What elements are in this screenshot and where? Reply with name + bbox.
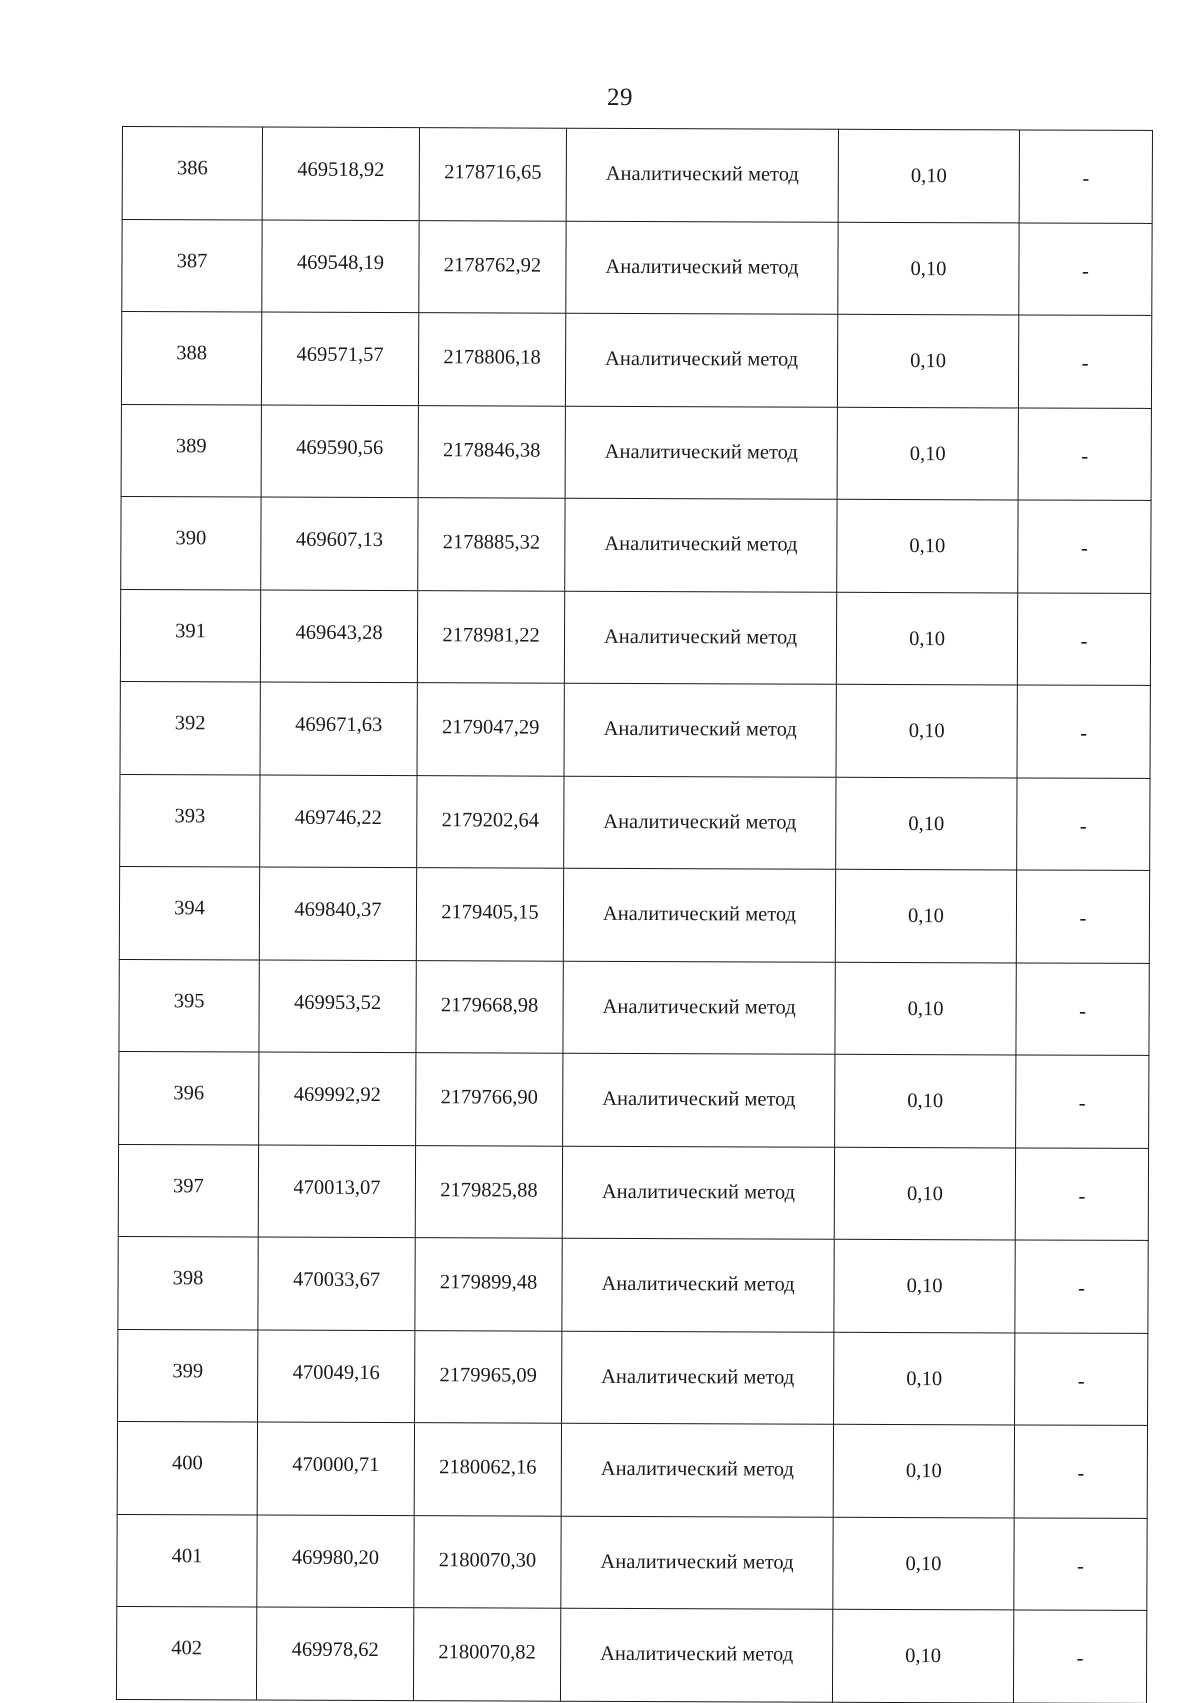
accuracy-cell: 0,10 <box>834 1239 1015 1332</box>
x-coordinate-cell: 469992,92 <box>259 1052 416 1145</box>
y-coordinate-cell: 2178846,38 <box>418 405 565 498</box>
accuracy-cell: 0,10 <box>833 1517 1014 1610</box>
accuracy-cell: 0,10 <box>837 499 1018 592</box>
table-row <box>116 1606 1146 1702</box>
x-coordinate-cell: 469607,13 <box>261 497 418 590</box>
method-cell: Аналитический метод <box>564 591 836 685</box>
point-number-cell: 387 <box>122 219 262 312</box>
method-cell: Аналитический метод <box>566 128 838 222</box>
description-cell: - <box>1013 1610 1146 1703</box>
x-coordinate-cell: 470033,67 <box>258 1237 415 1330</box>
method-cell: Аналитический метод <box>564 776 836 870</box>
table-row <box>118 1329 1148 1425</box>
point-number-cell: 401 <box>117 1514 257 1607</box>
description-cell: - <box>1014 1517 1147 1610</box>
x-coordinate-cell: 470049,16 <box>258 1330 415 1423</box>
table-row <box>117 1514 1147 1610</box>
method-cell: Аналитический метод <box>564 683 836 777</box>
method-cell: Аналитический метод <box>561 1423 833 1517</box>
coordinates-table-body <box>116 127 1152 1703</box>
table-row <box>121 404 1151 500</box>
x-coordinate-cell: 470013,07 <box>258 1145 415 1238</box>
x-coordinate-cell: 469571,57 <box>261 312 418 405</box>
table-row <box>120 681 1150 777</box>
description-cell: - <box>1019 222 1152 315</box>
accuracy-cell: 0,10 <box>838 222 1019 315</box>
table-row <box>122 127 1152 223</box>
point-number-cell: 397 <box>118 1144 258 1237</box>
description-cell: - <box>1017 685 1150 778</box>
method-cell: Аналитический метод <box>563 961 835 1055</box>
accuracy-cell: 0,10 <box>835 962 1016 1055</box>
table-row <box>121 496 1151 592</box>
point-number-cell: 386 <box>122 127 262 220</box>
table-row <box>119 1051 1149 1147</box>
accuracy-cell: 0,10 <box>835 1054 1016 1147</box>
x-coordinate-cell: 469980,20 <box>257 1515 414 1608</box>
y-coordinate-cell: 2179047,29 <box>417 683 564 776</box>
point-number-cell: 398 <box>118 1236 258 1329</box>
y-coordinate-cell: 2179202,64 <box>417 775 564 868</box>
y-coordinate-cell: 2179965,09 <box>415 1330 562 1423</box>
table-row <box>117 1421 1147 1517</box>
method-cell: Аналитический метод <box>565 313 837 407</box>
point-number-cell: 396 <box>119 1051 259 1144</box>
description-cell: - <box>1017 777 1150 870</box>
x-coordinate-cell: 469978,62 <box>256 1607 413 1700</box>
y-coordinate-cell: 2178762,92 <box>419 220 566 313</box>
accuracy-cell: 0,10 <box>838 129 1019 222</box>
x-coordinate-cell: 469671,63 <box>260 682 417 775</box>
description-cell: - <box>1014 1425 1147 1518</box>
point-number-cell: 393 <box>120 774 260 867</box>
table-row <box>119 866 1149 962</box>
table-row <box>119 959 1149 1055</box>
accuracy-cell: 0,10 <box>837 314 1018 407</box>
x-coordinate-cell: 469953,52 <box>259 960 416 1053</box>
method-cell: Аналитический метод <box>562 1331 834 1425</box>
description-cell: - <box>1015 1240 1148 1333</box>
accuracy-cell: 0,10 <box>836 592 1017 685</box>
point-number-cell: 394 <box>119 866 259 959</box>
y-coordinate-cell: 2179825,88 <box>415 1145 562 1238</box>
accuracy-cell: 0,10 <box>837 407 1018 500</box>
method-cell: Аналитический метод <box>560 1608 832 1702</box>
y-coordinate-cell: 2179405,15 <box>416 868 563 961</box>
coordinates-table <box>116 126 1153 1703</box>
method-cell: Аналитический метод <box>561 1516 833 1610</box>
y-coordinate-cell: 2178716,65 <box>419 128 566 221</box>
x-coordinate-cell: 469548,19 <box>262 220 419 313</box>
x-coordinate-cell: 470000,71 <box>257 1422 414 1515</box>
accuracy-cell: 0,10 <box>832 1609 1013 1702</box>
table-row <box>118 1144 1148 1240</box>
page-number: 29 <box>607 84 633 111</box>
table-row <box>122 219 1152 315</box>
table-row <box>121 312 1151 408</box>
table-row <box>120 589 1150 685</box>
y-coordinate-cell: 2179766,90 <box>416 1053 563 1146</box>
accuracy-cell: 0,10 <box>834 1147 1015 1240</box>
point-number-cell: 400 <box>117 1421 257 1514</box>
description-cell: - <box>1016 870 1149 963</box>
method-cell: Аналитический метод <box>565 406 837 500</box>
description-cell: - <box>1018 500 1151 593</box>
accuracy-cell: 0,10 <box>833 1424 1014 1517</box>
description-cell: - <box>1016 1055 1149 1148</box>
description-cell: - <box>1018 315 1151 408</box>
accuracy-cell: 0,10 <box>835 869 1016 962</box>
accuracy-cell: 0,10 <box>836 777 1017 870</box>
description-cell: - <box>1016 962 1149 1055</box>
y-coordinate-cell: 2180062,16 <box>414 1423 561 1516</box>
x-coordinate-cell: 469840,37 <box>259 867 416 960</box>
y-coordinate-cell: 2178806,18 <box>418 313 565 406</box>
x-coordinate-cell: 469746,22 <box>260 775 417 868</box>
point-number-cell: 392 <box>120 681 260 774</box>
point-number-cell: 389 <box>121 404 261 497</box>
point-number-cell: 390 <box>121 496 261 589</box>
y-coordinate-cell: 2179668,98 <box>416 960 563 1053</box>
x-coordinate-cell: 469518,92 <box>262 127 419 220</box>
description-cell: - <box>1015 1332 1148 1425</box>
point-number-cell: 402 <box>116 1606 256 1699</box>
table-row <box>120 774 1150 870</box>
method-cell: Аналитический метод <box>562 1238 834 1332</box>
y-coordinate-cell: 2179899,48 <box>415 1238 562 1331</box>
x-coordinate-cell: 469590,56 <box>261 405 418 498</box>
point-number-cell: 388 <box>121 312 261 405</box>
description-cell: - <box>1018 407 1151 500</box>
method-cell: Аналитический метод <box>563 868 835 962</box>
description-cell: - <box>1017 592 1150 685</box>
method-cell: Аналитический метод <box>562 1146 834 1240</box>
y-coordinate-cell: 2180070,30 <box>414 1515 561 1608</box>
accuracy-cell: 0,10 <box>834 1332 1015 1425</box>
accuracy-cell: 0,10 <box>836 684 1017 777</box>
method-cell: Аналитический метод <box>563 1053 835 1147</box>
y-coordinate-cell: 2178981,22 <box>417 590 564 683</box>
description-cell: - <box>1019 130 1152 223</box>
y-coordinate-cell: 2178885,32 <box>418 498 565 591</box>
method-cell: Аналитический метод <box>566 221 838 315</box>
point-number-cell: 395 <box>119 959 259 1052</box>
table-row <box>118 1236 1148 1332</box>
point-number-cell: 399 <box>118 1329 258 1422</box>
x-coordinate-cell: 469643,28 <box>260 590 417 683</box>
point-number-cell: 391 <box>120 589 260 682</box>
y-coordinate-cell: 2180070,82 <box>413 1608 560 1701</box>
description-cell: - <box>1015 1147 1148 1240</box>
method-cell: Аналитический метод <box>565 498 837 592</box>
